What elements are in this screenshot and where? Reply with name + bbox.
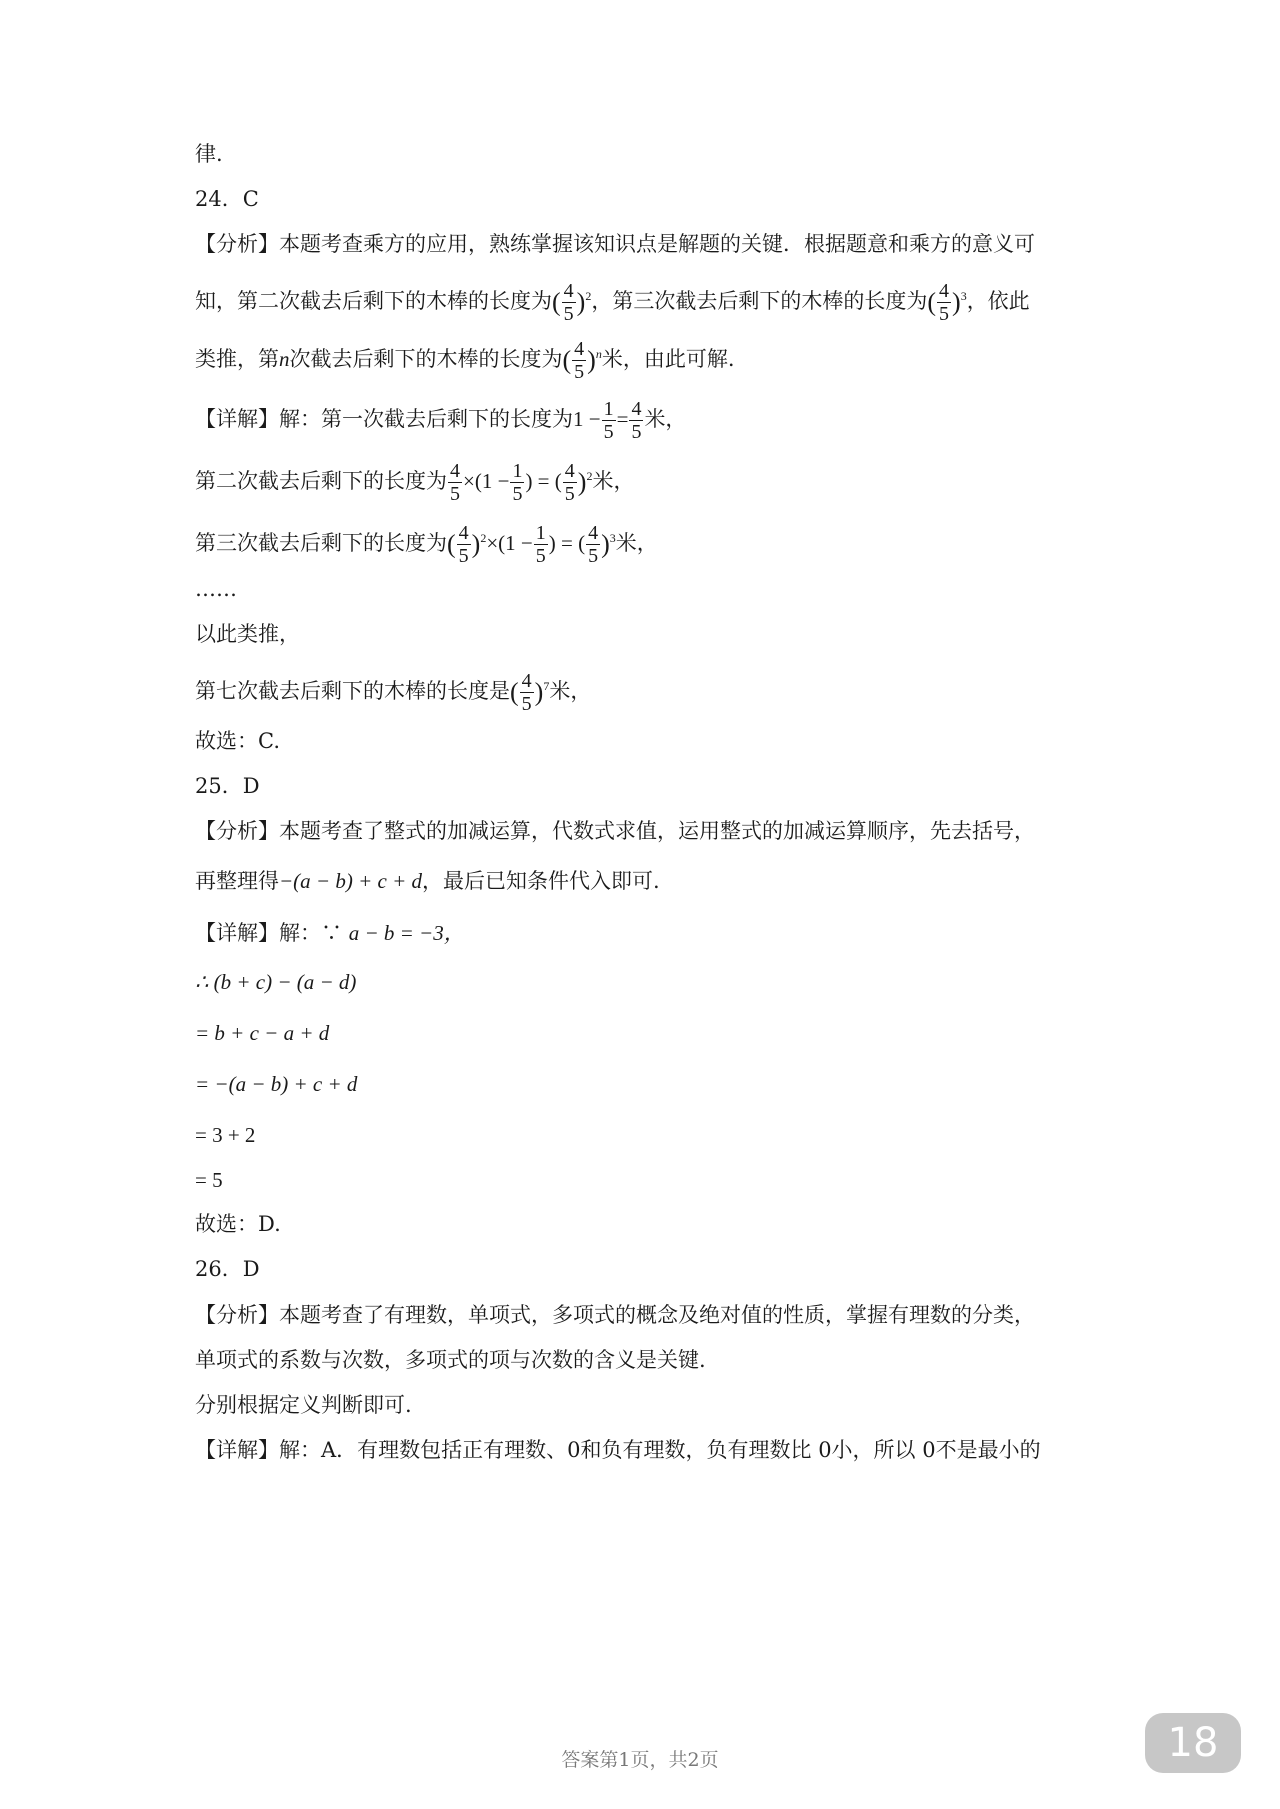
choice-24: 故选：C. <box>195 729 280 753</box>
fraction <box>520 670 534 715</box>
analysis-26-line2: 单项式的系数与次数，多项式的项与次数的含义是关键. <box>195 1348 706 1372</box>
fraction <box>602 398 616 443</box>
analysis-25-line1 <box>195 816 1100 846</box>
detail-26-line1 <box>195 1435 1100 1465</box>
fraction-denominator: 5 <box>631 421 642 443</box>
detail-text: 第二次截去后剩下的长度为 <box>195 469 447 493</box>
page-footer: 答案第1页，共2页 <box>561 1749 719 1771</box>
detail-25-step1: ∴ (b + c) − (a − d) <box>195 970 357 994</box>
text-line: 律. <box>195 142 223 166</box>
detail-text: 第七次截去后剩下的木棒的长度是 <box>195 679 510 703</box>
fraction <box>572 338 586 383</box>
analysis-label: 【分析】 <box>195 1303 279 1327</box>
detail-label: 【详解】 <box>195 1438 279 1462</box>
detail-24-line3 <box>195 522 1100 567</box>
paren-close: ) <box>577 467 587 497</box>
page-number-badge: 18 <box>1145 1713 1241 1773</box>
detail-25-step3: = −(a − b) + c + d <box>195 1072 358 1096</box>
fraction-numerator: 4 <box>563 280 574 302</box>
analysis-text: 本题考查乘方的应用，熟练掌握该知识点是解题的关键．根据题意和乘方的意义可 <box>279 232 1035 256</box>
analysis-label: 【分析】 <box>195 232 279 256</box>
detail-label: 【详解】 <box>195 407 279 431</box>
paren-open: ( <box>562 345 572 375</box>
analysis-text: 米，由此可解. <box>601 347 735 371</box>
fraction-denominator: 5 <box>574 361 585 383</box>
answer-26: 26．D <box>195 1257 260 1281</box>
detail-25-line1 <box>195 918 1100 948</box>
fraction <box>457 522 471 567</box>
fraction-numerator: 4 <box>939 280 950 302</box>
fraction-denominator: 5 <box>564 483 575 505</box>
math-expression: 1 − <box>573 407 601 431</box>
detail-25-step5: = 5 <box>195 1168 223 1192</box>
paren-close: ) <box>471 529 481 559</box>
fraction-denominator: 5 <box>521 693 532 715</box>
analysis-text: ，最后已知条件代入即可. <box>422 869 660 893</box>
detail-text: 解：∵ <box>279 921 342 945</box>
fraction-denominator: 5 <box>563 303 574 325</box>
analysis-text: 次截去后剩下的木棒的长度为 <box>289 347 563 371</box>
fraction <box>448 460 462 505</box>
detail-label: 【详解】 <box>195 921 279 945</box>
fraction-denominator: 5 <box>939 303 950 325</box>
fraction <box>586 522 600 567</box>
fraction <box>510 460 524 505</box>
detail-text: 米， <box>615 531 658 555</box>
detail-text: 米， <box>549 679 592 703</box>
fraction-numerator: 4 <box>450 460 460 482</box>
paren-open: ( <box>447 529 456 559</box>
math-expression: ) = ( <box>548 531 586 555</box>
analysis-text: 再整理得 <box>195 869 279 893</box>
analysis-text: ，第三次截去后剩下的木棒的长度为 <box>591 289 928 313</box>
math-expression: ×(1 − <box>463 469 510 493</box>
math-expression: −(a − b) + c + d <box>279 869 422 893</box>
variable-n: n <box>279 347 290 371</box>
analysis-text: 本题考查了整式的加减运算，代数式求值，运用整式的加减运算顺序，先去括号， <box>279 819 1035 843</box>
ellipsis: …… <box>195 577 237 601</box>
fraction-denominator: 5 <box>450 483 460 505</box>
detail-25-step2: = b + c − a + d <box>195 1021 330 1045</box>
math-expression: a − b = −3， <box>348 921 465 945</box>
fraction-denominator: 5 <box>603 421 614 443</box>
analysis-text: 类推，第 <box>195 347 279 371</box>
fraction-numerator: 1 <box>603 398 614 420</box>
math-expression: ) = ( <box>525 469 562 493</box>
paren-open: ( <box>927 287 937 317</box>
fraction <box>534 522 548 567</box>
math-expression: ×(1 − <box>486 531 533 555</box>
analysis-text: ，依此 <box>966 289 1030 313</box>
detail-text: 解：第一次截去后剩下的长度为 <box>279 407 573 431</box>
exponent: 7 <box>543 679 550 693</box>
detail-text: 米， <box>644 407 687 431</box>
detail-24-line4: 以此类推， <box>195 622 300 646</box>
fraction-denominator: 5 <box>512 483 523 505</box>
fraction-numerator: 4 <box>521 670 532 692</box>
fraction <box>937 280 951 325</box>
fraction-denominator: 5 <box>535 545 546 567</box>
exponent: 2 <box>586 469 593 483</box>
exponent: 3 <box>609 531 616 545</box>
math-expression: = <box>616 407 629 431</box>
answer-25: 25．D <box>195 774 260 798</box>
fraction-numerator: 4 <box>574 338 585 360</box>
fraction-denominator: 5 <box>588 545 599 567</box>
analysis-24-line3 <box>195 338 1100 383</box>
paren-close: ) <box>534 677 544 707</box>
answer-24: 24．C <box>195 187 259 211</box>
fraction-numerator: 1 <box>535 522 546 544</box>
paren-open: ( <box>552 287 561 317</box>
analysis-25-line2 <box>195 866 1100 896</box>
fraction-numerator: 4 <box>458 522 469 544</box>
analysis-label: 【分析】 <box>195 819 279 843</box>
fraction-numerator: 4 <box>564 460 575 482</box>
fraction-denominator: 5 <box>458 545 469 567</box>
choice-25: 故选：D. <box>195 1212 281 1236</box>
fraction <box>629 398 643 443</box>
exponent: n <box>595 347 602 361</box>
analysis-24-line2 <box>195 280 1100 325</box>
detail-24-line1 <box>195 398 1100 443</box>
detail-24-line2 <box>195 460 1100 505</box>
detail-24-line5 <box>195 670 1100 715</box>
paren-close: ) <box>587 345 596 375</box>
analysis-26-line3: 分别根据定义判断即可. <box>195 1393 412 1417</box>
detail-text: 解：A．有理数包括正有理数、0和负有理数，负有理数比 0小，所以 0不是最小的 <box>279 1438 1041 1462</box>
exponent: 3 <box>960 289 967 303</box>
fraction-numerator: 4 <box>631 398 642 420</box>
detail-text: 第三次截去后剩下的长度为 <box>195 531 447 555</box>
detail-text: 米， <box>592 469 635 493</box>
fraction <box>563 460 577 505</box>
paren-close: ) <box>576 287 586 317</box>
paren-close: ) <box>952 287 961 317</box>
exponent: 2 <box>480 531 487 545</box>
fraction <box>562 280 576 325</box>
exponent: 2 <box>585 289 592 303</box>
analysis-text: 知，第二次截去后剩下的木棒的长度为 <box>195 289 552 313</box>
analysis-24-line1 <box>195 229 1100 259</box>
analysis-text: 本题考查了有理数，单项式，多项式的概念及绝对值的性质，掌握有理数的分类， <box>279 1303 1035 1327</box>
detail-25-step4: = 3 + 2 <box>195 1123 256 1147</box>
paren-close: ) <box>601 529 610 559</box>
fraction-numerator: 1 <box>512 460 523 482</box>
analysis-26-line1 <box>195 1300 1100 1330</box>
fraction-numerator: 4 <box>588 522 599 544</box>
paren-open: ( <box>510 677 519 707</box>
